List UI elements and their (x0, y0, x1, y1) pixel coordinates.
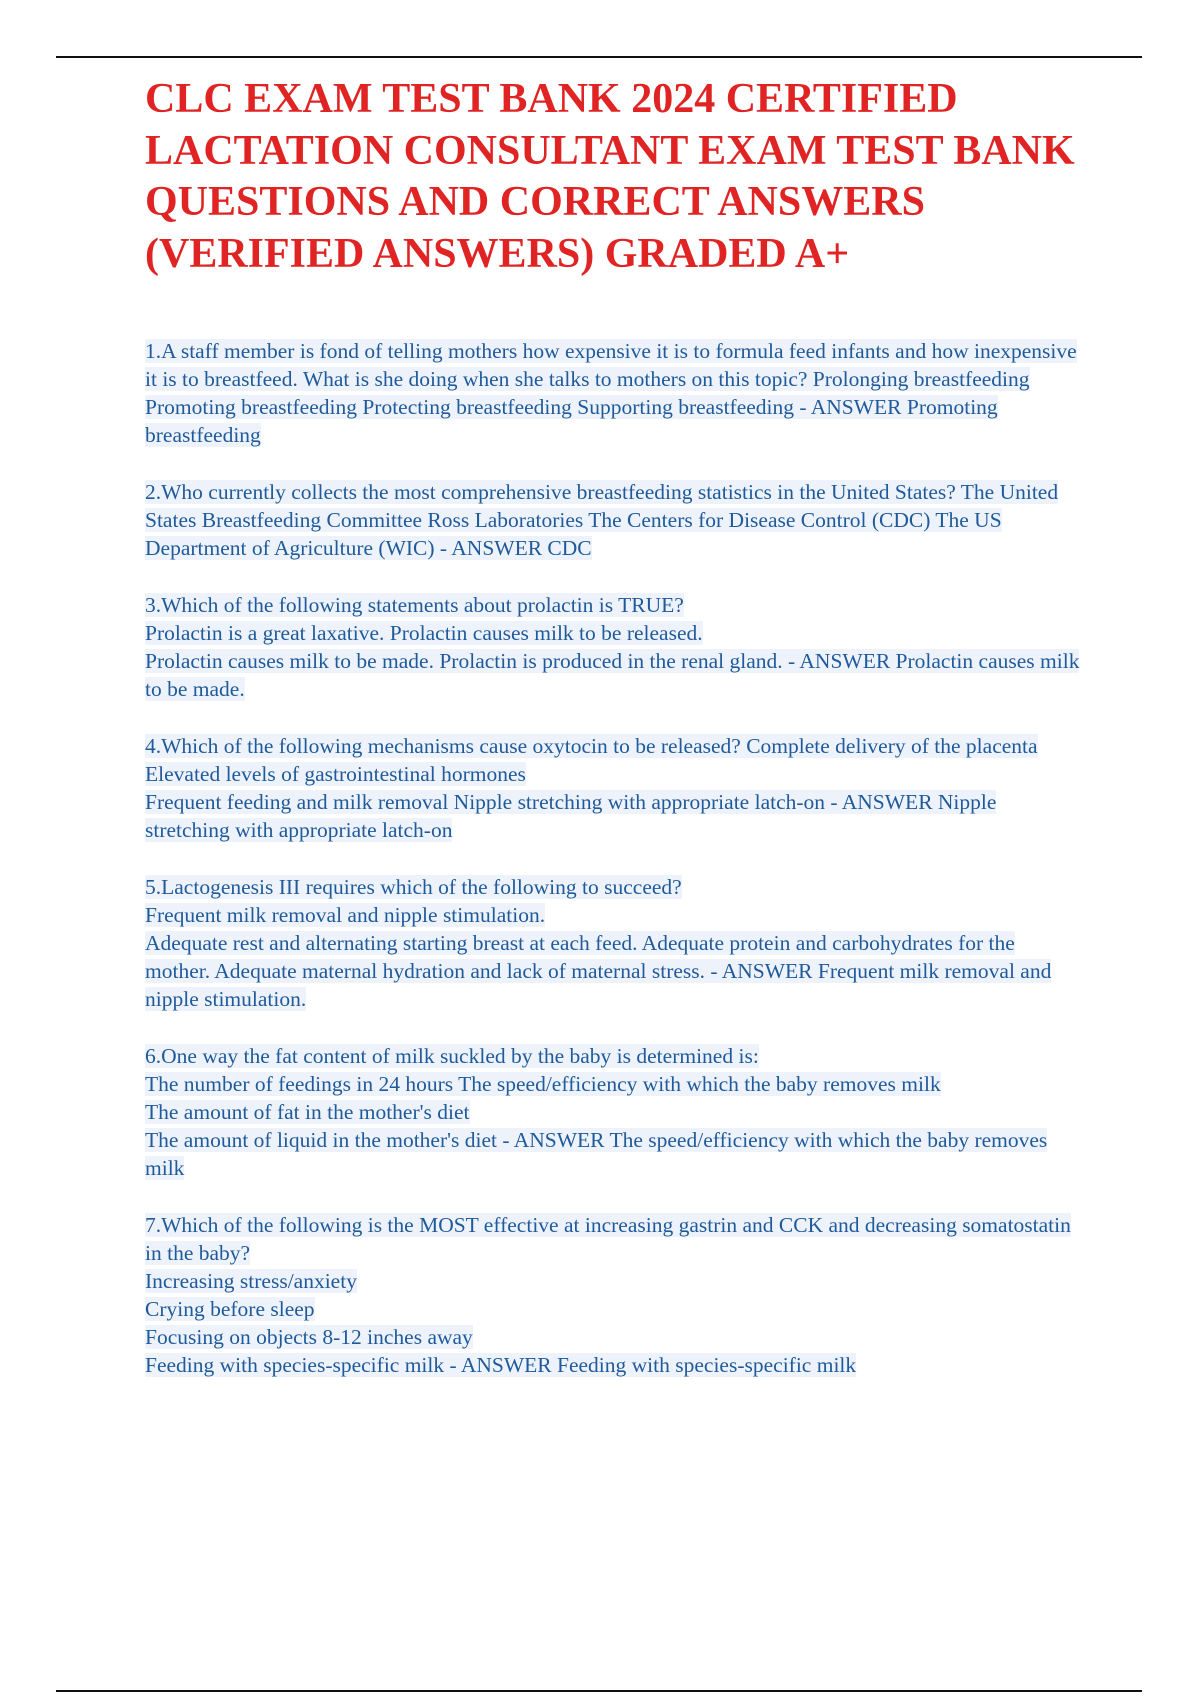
question-item-7 (145, 1211, 1080, 1379)
question-text: 1.A staff member is fond of telling mothers how expensive it is to formula feed infants and how inexpensive it is to breastfeed. What is she doing when she talks to mothers on this topic? Prolonging breastfeeding Promoting breastfeeding Protecting breastfeeding Supporting breastfeeding - ANSWER Promoting breastfeeding (145, 339, 1077, 447)
top-rule (56, 56, 1142, 58)
document-title: CLC EXAM TEST BANK 2024 CERTIFIED LACTATION CONSULTANT EXAM TEST BANK QUESTIONS AND CORRECT ANSWERS (VERIFIED ANSWERS) GRADED A+ (145, 76, 1075, 277)
question-text: 7.Which of the following is the MOST effective at increasing gastrin and CCK and decreasing somatostatin in the baby? Increasing stress/anxiety Crying before sleep Focusing on objects 8-12 inches away Feeding with species-specific milk - ANSWER Feeding with species-specific milk (145, 1213, 1071, 1377)
question-item-1 (145, 337, 1080, 449)
question-item-2 (145, 478, 1080, 562)
question-text: 3.Which of the following statements about prolactin is TRUE? Prolactin is a great laxative. Prolactin causes milk to be released. Prolactin causes milk to be made. Prolactin is produced in the renal gland. - ANSWER Prolactin causes milk to be made. (145, 593, 1080, 701)
question-text: 6.One way the fat content of milk suckled by the baby is determined is: The number of feedings in 24 hours The speed/efficiency with which the baby removes milk The amount of fat in the mother's diet The amount of liquid in the mother's diet - ANSWER The speed/efficiency with which the baby removes milk (145, 1044, 1048, 1180)
question-text: 5.Lactogenesis III requires which of the following to succeed? Frequent milk removal and nipple stimulation. Adequate rest and alternating starting breast at each feed. Adequate protein and carbohydrates for the mother. Adequate maternal hydration and lack of maternal stress. - ANSWER Frequent milk removal and nipple stimulation. (145, 875, 1052, 1011)
document-page (145, 74, 1080, 1408)
bottom-rule (56, 1690, 1142, 1692)
question-text: 2.Who currently collects the most comprehensive breastfeeding statistics in the United States? The United States Breastfeeding Committee Ross Laboratories The Centers for Disease Control (CDC) The US Department of Agriculture (WIC) - ANSWER CDC (145, 480, 1059, 560)
question-item-6 (145, 1042, 1080, 1182)
question-text: 4.Which of the following mechanisms cause oxytocin to be released? Complete delivery of the placenta Elevated levels of gastrointestinal hormones Frequent feeding and milk removal Nipple stretching with appropriate latch-on - ANSWER Nipple stretching with appropriate latch-on (145, 734, 1038, 842)
question-item-4 (145, 732, 1080, 844)
question-list (145, 337, 1080, 1379)
question-item-5 (145, 873, 1080, 1013)
question-item-3 (145, 591, 1080, 703)
